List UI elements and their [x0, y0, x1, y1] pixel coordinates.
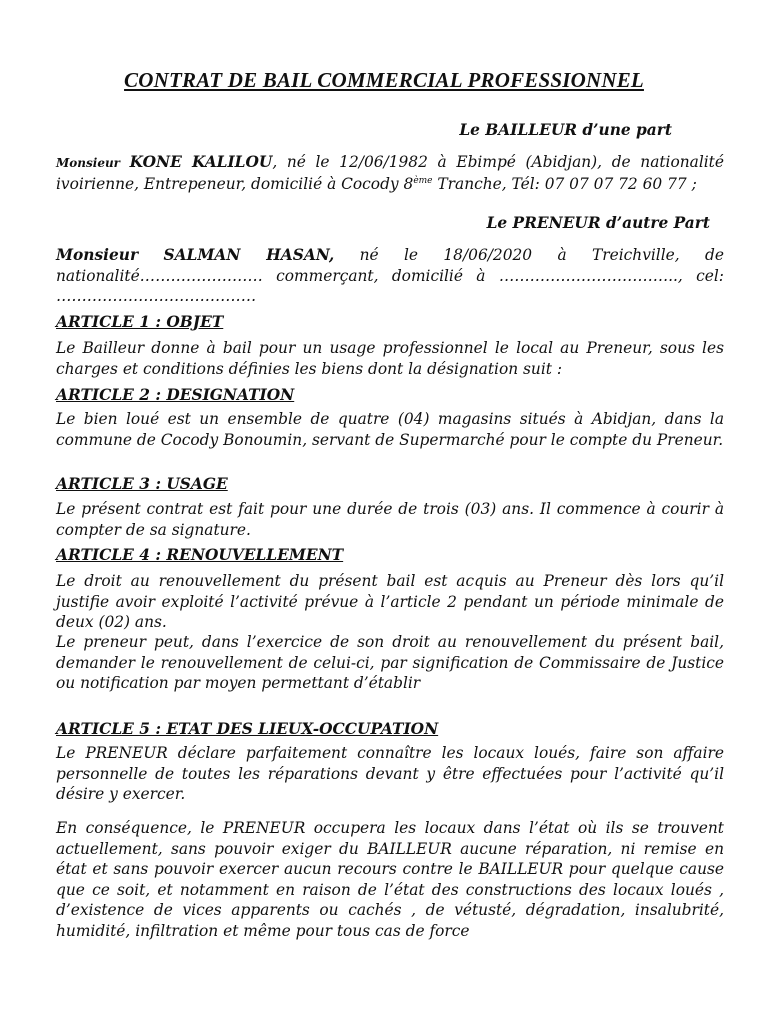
- bailleur-text-b: Tranche, Tél: 07 07 07 72 60 77 ;: [432, 174, 697, 193]
- bailleur-label: Le BAILLEUR d’une part: [459, 121, 672, 139]
- article-1-text: Le Bailleur donne à bail pour un usage professionnel le local au Preneur, sous les charges et conditions définies les biens dont la désignation suit :: [56, 339, 724, 378]
- preneur-civility: Monsieur: [56, 246, 139, 264]
- article-4-text-1: Le droit au renouvellement du présent bail est acquis au Preneur dès lors qu’il justifie avoir exploité l’activité prévue à l’article 2 pendant un période minimale de deux (02) ans.: [56, 572, 724, 631]
- bailleur-paragraph: [56, 152, 724, 194]
- bailleur-civility: Monsieur: [56, 156, 121, 170]
- article-4-heading: ARTICLE 4 : RENOUVELLEMENT: [56, 546, 344, 564]
- article-5-text-2: En conséquence, le PRENEUR occupera les locaux dans l’état où ils se trouvent actuellement, sans pouvoir exiger du BAILLEUR aucune réparation, ni remise en état et sans pouvoir exercer aucun recours contre le BAILLEUR pour quelque cause que ce soit, et notamment en raison de l’état des constructions des locaux loués , d’existence de vices apparents ou cachés , de vétusté, dégradation, insalubrité, humidité, infiltration et même pour tous cas de force: [56, 819, 724, 940]
- bailleur-sup: ème: [413, 175, 433, 186]
- article-2-heading: ARTICLE 2 : DESIGNATION: [56, 386, 295, 404]
- preneur-name: SALMAN HASAN,: [163, 246, 335, 264]
- preneur-paragraph: [56, 245, 724, 307]
- preneur-label: Le PRENEUR d’autre Part: [486, 214, 710, 232]
- article-3-text: Le présent contrat est fait pour une durée de trois (03) ans. Il commence à courir à compter de sa signature.: [56, 500, 724, 539]
- preneur-text: né le 18/06/2020 à Treichville, de nationalité…………………… commerçant, domicilié à …………………………….., cel: …………………………………: [56, 246, 724, 305]
- article-2-text: Le bien loué est un ensemble de quatre (04) magasins situés à Abidjan, dans la commune de Cocody Bonoumin, servant de Supermarché pour le compte du Preneur.: [56, 410, 724, 449]
- article-5-heading: ARTICLE 5 : ETAT DES LIEUX-OCCUPATION: [56, 720, 439, 738]
- article-1-heading: ARTICLE 1 : OBJET: [56, 313, 224, 331]
- bailleur-text-a: , né le 12/06/1982 à Ebimpé (Abidjan), de nationalité ivoirienne, Entrepeneur, domicilié à Cocody 8: [56, 153, 724, 193]
- document-title: CONTRAT DE BAIL COMMERCIAL PROFESSIONNEL: [124, 68, 644, 92]
- article-4-text-2: Le preneur peut, dans l’exercice de son droit au renouvellement du présent bail, demander le renouvellement de celui-ci, par signification de Commissaire de Justice ou notification par moyen permettant d’établir: [56, 633, 724, 692]
- article-3-heading: ARTICLE 3 : USAGE: [56, 475, 228, 493]
- article-5-text-1: Le PRENEUR déclare parfaitement connaître les locaux loués, faire son affaire personnelle de toutes les réparations devant y être effectuées pour l’activité qu’il désire y exercer.: [56, 744, 724, 803]
- bailleur-name: KONE KALILOU: [129, 153, 273, 171]
